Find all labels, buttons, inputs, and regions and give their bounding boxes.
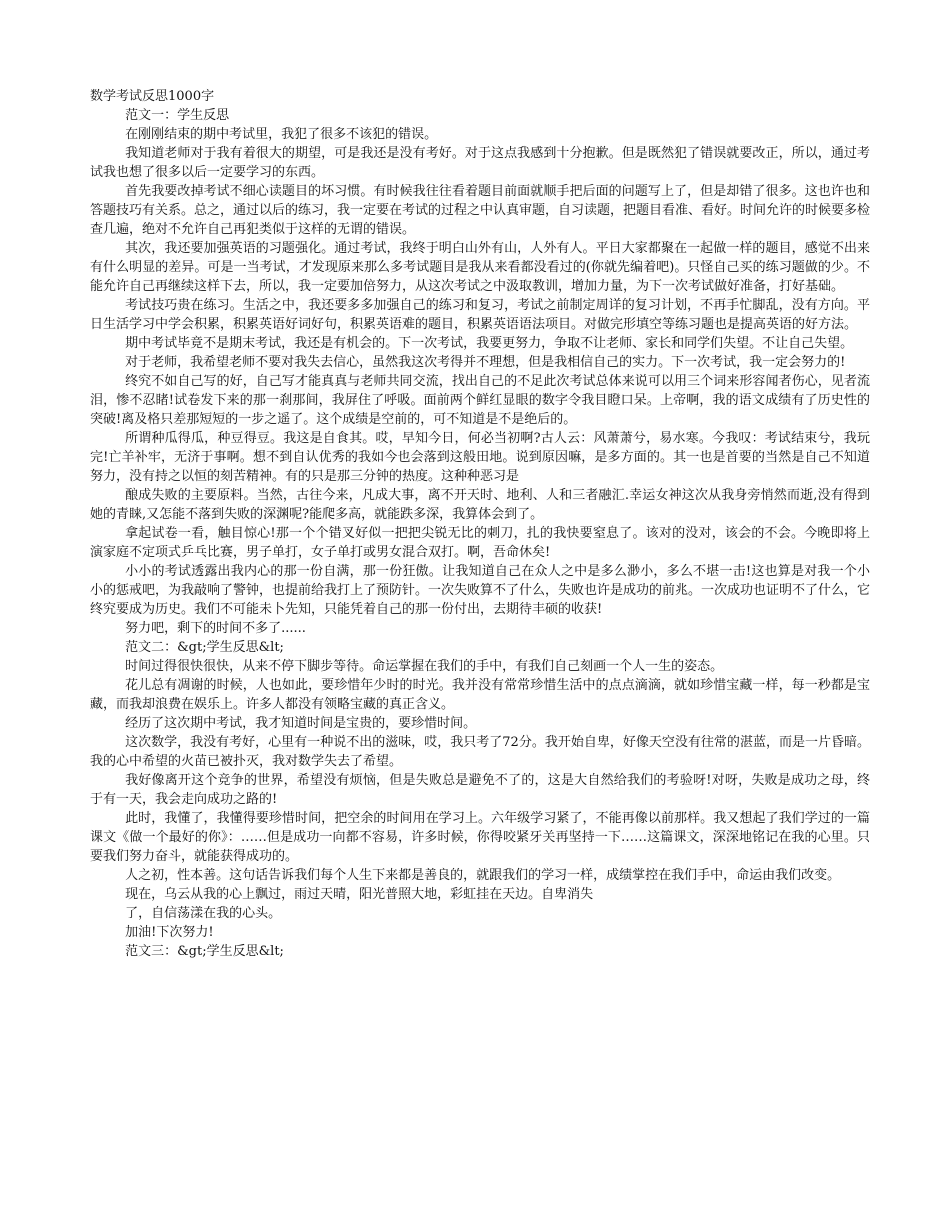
paragraph: 现在，乌云从我的心上飘过，雨过天晴，阳光普照大地，彩虹挂在天边。自卑消失 [125,887,594,902]
section-heading: 范文一：学生反思 [125,108,230,123]
section-heading: 范文三：&gt;学生反思&lt; [125,944,284,959]
paragraph: 首先我要改掉考试不细心读题目的坏习惯。有时候我往往看着题目前面就顺手把后面的问题写上了，但是却错了很多。这也许也和答题技巧有关系。总之，通过以后的练习，我一定要在考试的过程之中认真审题，自习读题，把题目看准、看好。时间允许的时候要多检查几遍，绝对不允许自己再犯类似于这样的无谓的错误。 [90,184,871,237]
paragraph: 终究不如自己写的好，自己写才能真真与老师共同交流，找出自己的不足此次考试总体来说可以用三个词来形容闻者伤心，见者流泪，惨不忍睹!试卷发下来的那一刹那间，我屏住了呼吸。面前两个鲜红显眼的数字令我目瞪口呆。上帝啊，我的语文成绩有了历史性的突破!离及格只差那短短的一步之遥了。这个成绩是空前的，可不知道是不是绝后的。 [90,374,870,427]
paragraph: 时间过得很快很快，从来不停下脚步等待。命运掌握在我们的手中，有我们自己刻画一个人一生的姿态。 [125,659,724,674]
paragraph: 经历了这次期中考试，我才知道时间是宝贵的，要珍惜时间。 [125,716,477,731]
paragraph: 拿起试卷一看，触目惊心!那一个个错叉好似一把把尖锐无比的刺刀，扎的我快要窒息了。该对的没对，该会的不会。今晚即将上演家庭不定项式乒乓比赛，男子单打，女子单打或男女混合双打。啊，吾命休矣! [90,526,870,560]
document-body [90,87,870,961]
paragraph: 我知道老师对于我有着很大的期望，可是我还是没有考好。对于这点我感到十分抱歉。但是既然犯了错误就要改正，所以，通过考试我也想了很多以后一定要学习的东西。 [90,146,870,180]
paragraph: 了，自信荡漾在我的心头。 [125,906,282,921]
paragraph: 在刚刚结束的期中考试里，我犯了很多不该犯的错误。 [125,127,438,142]
paragraph: 对于老师，我希望老师不要对我失去信心，虽然我这次考得并不理想，但是我相信自己的实力。下一次考试，我一定会努力的! [125,355,846,370]
paragraph: 加油!下次努力! [125,925,214,940]
paragraph: 此时，我懂了，我懂得要珍惜时间，把空余的时间用在学习上。六年级学习紧了，不能再像以前那样。我又想起了我们学过的一篇课文《做一个最好的你》：……但是成功一向都不容易，许多时候，你得咬紧牙关再坚持一下……这篇课文，深深地铭记在我的心里。只要我们努力奋斗，就能获得成功的。 [90,811,870,864]
document-title: 数学考试反思1000字 [90,89,215,104]
paragraph: 其次，我还要加强英语的习题强化。通过考试，我终于明白山外有山，人外有人。平日大家都聚在一起做一样的题目，感觉不出来有什么明显的差异。可是一当考试，才发现原来那么多考试题目是我从来看都没看过的(你就先编着吧)。只怪自己买的练习题做的少。不能允许自己再继续这样下去，所以，我一定要加倍努力，从这次考试之中汲取教训，增加力量，为下一次考试做好准备，打好基础。 [90,241,870,294]
paragraph: 考试技巧贵在练习。生活之中，我还要多多加强自己的练习和复习，考试之前制定周详的复习计划，不再手忙脚乱，没有方向。平日生活学习中学会积累，积累英语好词好句，积累英语难的题目，积累英语语法项目。对做完形填空等练习题也是提高英语的好方法。 [90,298,870,332]
paragraph: 我好像离开这个竞争的世界，希望没有烦恼，但是失败总是避免不了的，这是大自然给我们的考验呀!对呀，失败是成功之母，终于有一天，我会走向成功之路的! [90,773,870,807]
paragraph: 这次数学，我没有考好，心里有一种说不出的滋味，哎，我只考了72分。我开始自卑，好像天空没有往常的湛蓝，而是一片昏暗。我的心中希望的火苗已被扑灭，我对数学失去了希望。 [90,735,870,769]
paragraph: 努力吧，剩下的时间不多了...... [125,621,306,636]
paragraph: 小小的考试透露出我内心的那一份自满，那一份狂傲。让我知道自己在众人之中是多么渺小，多么不堪一击!这也算是对我一个小小的惩戒吧，为我敲响了警钟，也提前给我打上了预防针。一次失败算不了什么，失败也许是成功的前兆。一次成功也证明不了什么，它终究要成为历史。我们不可能未卜先知，只能凭着自己的那一份付出，去期待丰硕的收获! [90,564,871,617]
paragraph: 人之初，性本善。这句话告诉我们每个人生下来都是善良的，就跟我们的学习一样，成绩掌控在我们手中，命运由我们改变。 [125,868,841,883]
paragraph: 酿成失败的主要原料。当然，古往今来，凡成大事，离不开天时、地利、人和三者融汇.幸运女神这次从我身旁悄然而逝,没有得到她的青睐,又怎能不落到失败的深渊呢?能爬多高，就能跌多深，我算体会到了。 [90,488,870,522]
paragraph: 花儿总有凋谢的时候，人也如此，要珍惜年少时的时光。我并没有常常珍惜生活中的点点滴滴，就如珍惜宝藏一样，每一秒都是宝藏，而我却浪费在娱乐上。许多人都没有领略宝藏的真正含义。 [90,678,870,712]
section-heading: 范文二：&gt;学生反思&lt; [125,640,284,655]
paragraph: 所谓种瓜得瓜，种豆得豆。我这是自食其。哎，早知今日，何必当初啊?古人云：风萧萧兮，易水寒。今我叹：考试结束兮，我玩完!亡羊补牢，无济于事啊。想不到自认优秀的我如今也会落到这般田地。说到原因嘛，是多方面的。其一也是首要的当然是自己不知道努力，没有持之以恒的刻苦精神。有的只是那三分钟的热度。这种种恶习是 [90,431,870,484]
paragraph: 期中考试毕竟不是期末考试，我还是有机会的。下一次考试，我要更努力，争取不让老师、家长和同学们失望。不让自己失望。 [125,336,854,351]
